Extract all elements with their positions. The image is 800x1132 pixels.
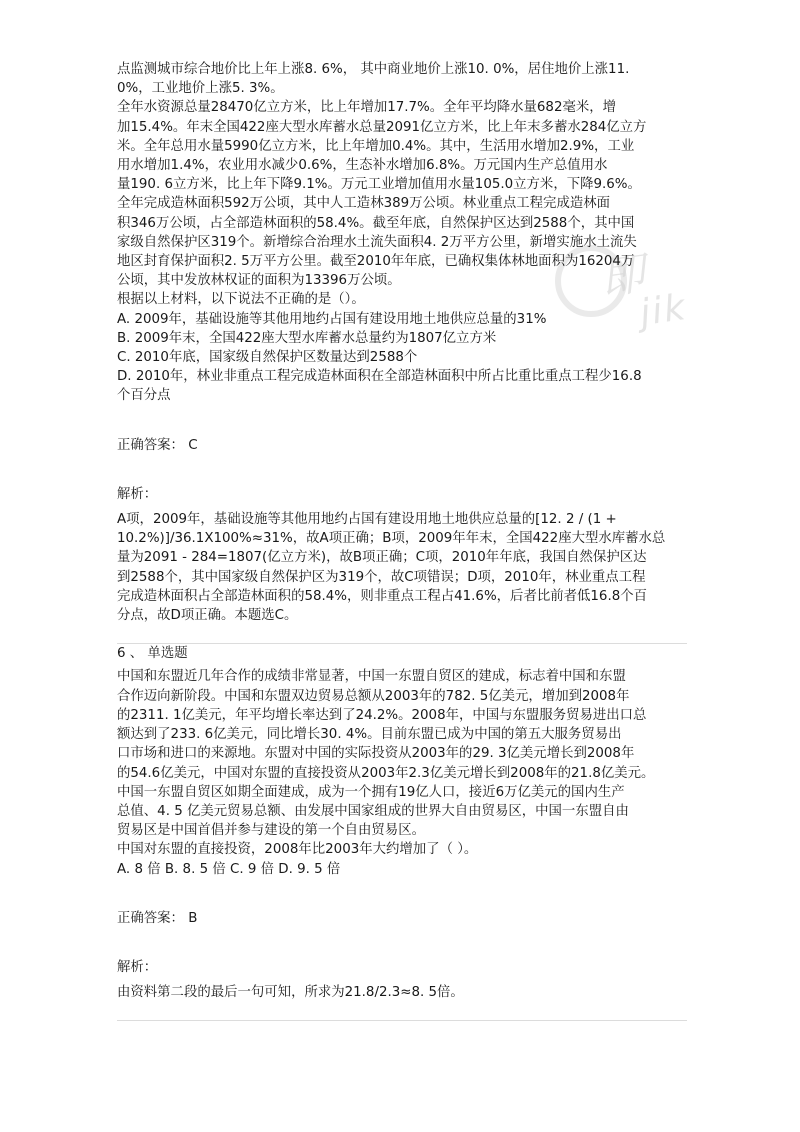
- option-d-continued: 个百分点: [117, 388, 171, 404]
- answer-label: 正确答案：: [117, 437, 184, 453]
- question-prompt: 根据以上材料，以下说法不正确的是（）。: [117, 292, 365, 308]
- text-line: 中国和东盟近几年合作的成绩非常显著，中国一东盟自贸区的建成，标志着中国和东盟: [117, 669, 626, 685]
- option-c: C. 2010年底，国家级自然保护区数量达到2588个: [117, 350, 418, 366]
- text-line: 分点，故D项正确。本题选C。: [117, 608, 298, 624]
- option-a: A. 2009年，基础设施等其他用地约占国有建设用地土地供应总量的31%: [117, 311, 547, 327]
- material-text: [117, 667, 687, 840]
- divider: [117, 1020, 687, 1021]
- text-line: 加15.4%。年末全国422座大型水库蓄水总量2091亿立方米，比上年末多蓄水284亿立方: [117, 119, 647, 135]
- text-line: 全年完成造林面积592万公顷，其中人工造林389万公顷。林业重点工程完成造林面: [117, 196, 611, 212]
- answer-value: C: [188, 437, 198, 453]
- text-line: 公顷，其中发放林权证的面积为13396万公顷。: [117, 273, 401, 289]
- text-line: 量为2091 - 284=1807(亿立方米)，故B项正确；C项，2010年年底，我国自然保护区达: [117, 550, 647, 566]
- text-line: 到2588个，其中国家级自然保护区为319个，故C项错误；D项，2010年，林业重点工程: [117, 569, 646, 585]
- answer-value: B: [188, 910, 198, 926]
- option-d: D. 2010年，林业非重点工程完成造林面积在全部造林面积中所占比重比重点工程少16.8: [117, 369, 642, 385]
- text-line: 贸易区是中国首倡并参与建设的第一个自由贸易区。: [117, 823, 425, 839]
- text-line: 完成造林面积占全部造林面积的58.4%，则非重点工程占41.6%，后者比前者低16.8个百: [117, 588, 647, 604]
- option-b: B. 2009年末，全国422座大型水库蓄水总量约为1807亿立方米: [117, 330, 497, 346]
- text-line: 量190. 6立方米，比上年下降9.1%。万元工业增加值用水量105.0立方米，下降9.6%。: [117, 177, 641, 193]
- text-line: 额达到了233. 6亿美元，同比增长30. 4%。目前东盟已成为中国的第五大服务贸易出: [117, 727, 622, 743]
- text-line: 中国一东盟自贸区如期全面建成，成为一个拥有19亿人口，接近6万亿美元的国内生产: [117, 784, 625, 800]
- options-line: A. 8 倍 B. 8. 5 倍 C. 9 倍 D. 9. 5 倍: [117, 861, 341, 877]
- question-header: 6 、 单选题: [117, 646, 188, 662]
- analysis-text: 由资料第二段的最后一句可知，所求为21.8/2.3≈8. 5倍。: [117, 985, 464, 1001]
- watermark-text-latin: jik: [637, 286, 690, 335]
- text-line: 积346万公顷，占全部造林面积的58.4%。截至年底，自然保护区达到2588个，其中国: [117, 215, 635, 231]
- analysis-label: 解析：: [117, 959, 158, 975]
- document-body: [117, 60, 690, 1021]
- material-text: [117, 60, 687, 290]
- correct-answer: [117, 909, 687, 928]
- text-line: 米。全年总用水量5990亿立方米，比上年增加0.4%。其中，生活用水增加2.9%，工业: [117, 138, 635, 154]
- text-line: 0%，工业地价上涨5. 3%。: [117, 81, 284, 97]
- text-line: 家级自然保护区319个。新增综合治理水土流失面积4. 2万平方公里，新增实施水土流失: [117, 234, 637, 250]
- analysis-text: [117, 510, 687, 625]
- watermark-text: 即: [597, 248, 650, 305]
- correct-answer: [117, 436, 687, 455]
- question-6: [117, 644, 687, 1021]
- text-line: 合作迈向新阶段。中国和东盟双边贸易总额从2003年的782. 5亿美元，增加到2008年: [117, 688, 630, 704]
- answer-label: 正确答案：: [117, 910, 184, 926]
- analysis-label: 解析：: [117, 486, 158, 502]
- text-line: 口市场和进口的来源地。东盟对中国的实际投资从2003年的29. 3亿美元增长到2008年: [117, 746, 635, 762]
- text-line: 全年水资源总量28470亿立方米，比上年增加17.7%。全年平均降水量682毫米，增: [117, 100, 617, 116]
- text-line: 的2311. 1亿美元，年平均增长率达到了24.2%。2008年，中国与东盟服务贸易进出口总: [117, 707, 647, 723]
- text-line: A项，2009年，基础设施等其他用地约占国有建设用地土地供应总量的[12. 2 / (1 +: [117, 512, 617, 528]
- options-list: [117, 310, 687, 406]
- question-5: [117, 60, 690, 644]
- text-line: 10.2%)]/36.1X100%≈31%，故A项正确；B项，2009年年末，全国422座大型水库蓄水总: [117, 531, 666, 547]
- text-line: 地区封育保护面积2. 5万平方公里。截至2010年年底，已确权集体林地面积为16204万: [117, 254, 635, 270]
- text-line: 点监测城市综合地价比上年上涨8. 6%， 其中商业地价上涨10. 0%，居住地价上涨11.: [117, 62, 630, 77]
- text-line: 总值、4. 5 亿美元贸易总额、由发展中国家组成的世界大自由贸易区，中国一东盟自由: [117, 803, 629, 819]
- question-prompt: 中国对东盟的直接投资，2008年比2003年大约增加了（ ）。: [117, 842, 478, 858]
- text-line: 的54.6亿美元，中国对东盟的直接投资从2003年2.3亿美元增长到2008年的21.8亿美元。: [117, 765, 655, 781]
- text-line: 用水增加1.4%，农业用水减少0.6%，生态补水增加6.8%。万元国内生产总值用水: [117, 158, 608, 174]
